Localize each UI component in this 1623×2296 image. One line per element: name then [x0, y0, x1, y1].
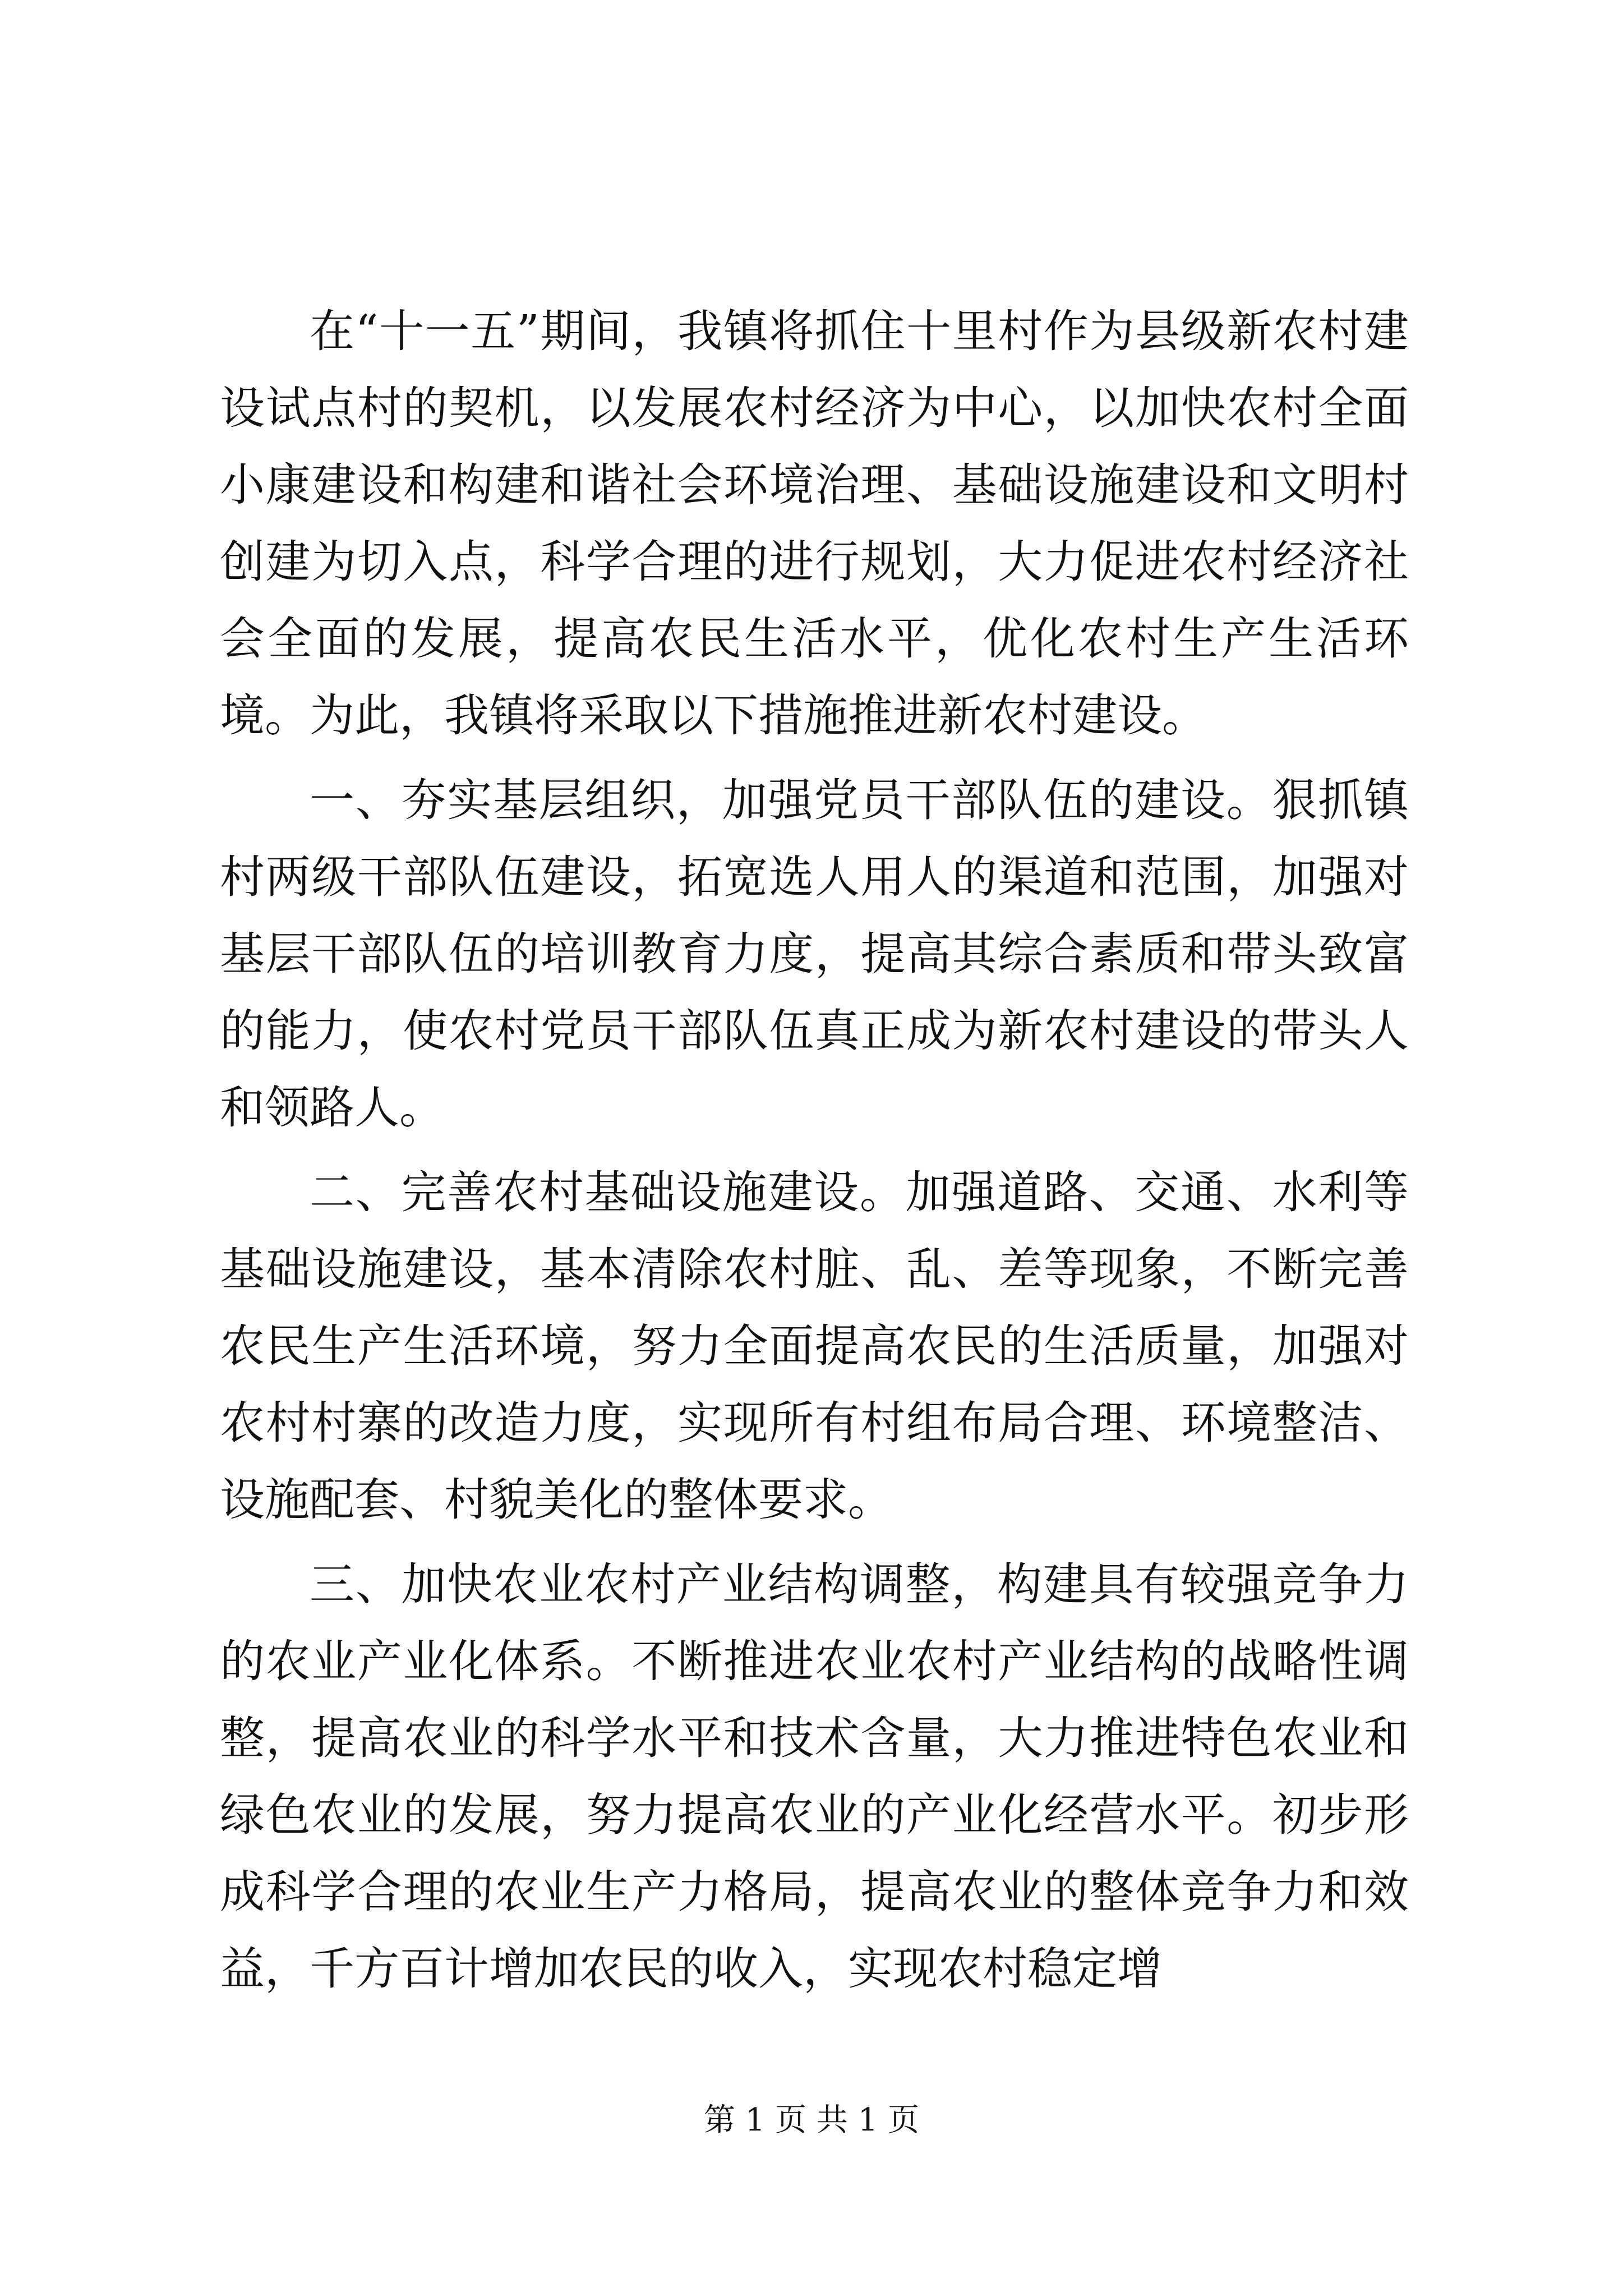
paragraph-intro: 在“十一五”期间，我镇将抓住十里村作为县级新农村建设试点村的契机，以发展农村经济为中心，以加快农村全面小康建设和构建和谐社会环境治理、基础设施建设和文明村创建为切入点，科学合理的进行规划，大力促进农村经济社会全面的发展，提高农民生活水平，优化农村生产生活环境。为此，我镇将采取以下措施推进新农村建设。	[220, 305, 1409, 742]
document-body	[220, 293, 1409, 2015]
paragraph-section-3: 三、加快农业农村产业结构调整，构建具有较强竞争力的农业产业化体系。不断推进农业农村产业结构的战略性调整，提高农业的科学水平和技术含量，大力推进特色农业和绿色农业的发展，努力提高农业的产业化经营水平。初步形成科学合理的农业生产力格局，提高农业的整体竞争力和效益，千方百计增加农民的收入，实现农村稳定增	[220, 1558, 1409, 1995]
paragraph-section-1: 一、夯实基层组织，加强党员干部队伍的建设。狠抓镇村两级干部队伍建设，拓宽选人用人的渠道和范围，加强对基层干部队伍的培训教育力度，提高其综合素质和带头致富的能力，使农村党员干部队伍真正成为新农村建设的带头人和领路人。	[220, 774, 1409, 1134]
page-number-footer: 第 1 页 共 1 页	[703, 2102, 920, 2138]
paragraph-section-2: 二、完善农村基础设施建设。加强道路、交通、水利等基础设施建设，基本清除农村脏、乱、差等现象，不断完善农民生产生活环境，努力全面提高农民的生活质量，加强对农村村寨的改造力度，实现所有村组布局合理、环境整洁、设施配套、村貌美化的整体要求。	[220, 1166, 1409, 1526]
